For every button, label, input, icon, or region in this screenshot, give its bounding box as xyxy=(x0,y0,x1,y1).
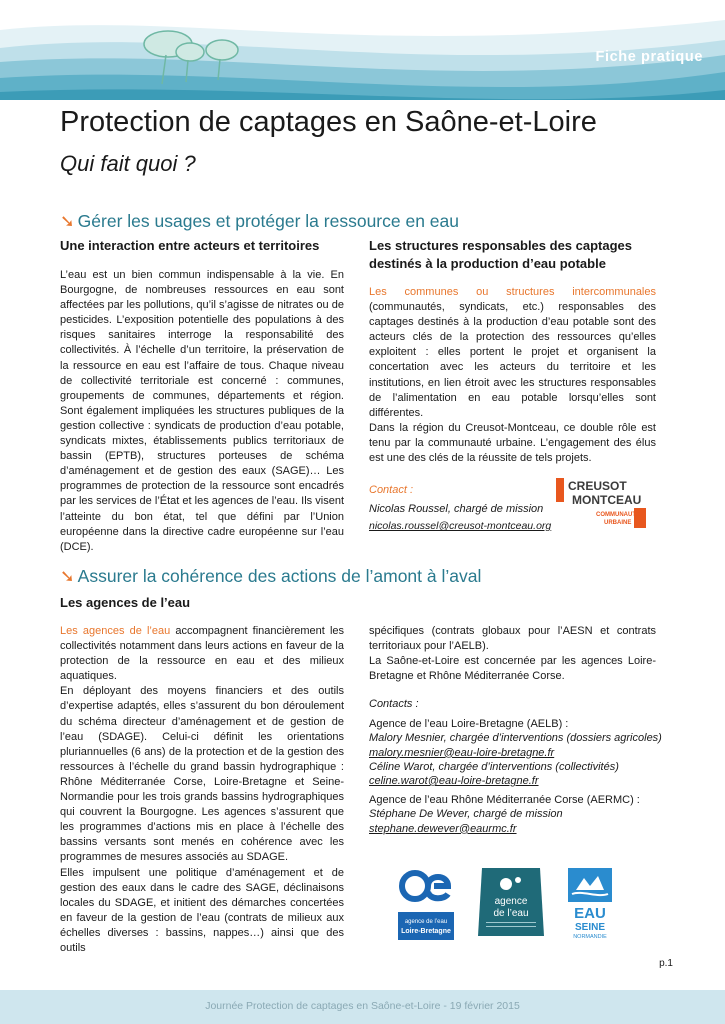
right-column-heading: Les structures responsables des captages destinés à la production d’eau potable xyxy=(369,238,633,271)
document-type-tag: Fiche pratique xyxy=(595,49,703,65)
agences-p1 xyxy=(60,624,344,684)
agences-heading: Les agences de l’eau xyxy=(60,595,191,610)
aesn-logo-line3: NORMANDIE xyxy=(573,934,607,940)
page-title: Protection de captages en Saône-et-Loire xyxy=(60,106,597,138)
section-title-text: Assurer la cohérence des actions de l’amont à l’aval xyxy=(77,566,482,586)
agences-r2: La Saône-et-Loire est concernée par les agences Loire-Bretagne et Rhône Méditerranée Corse. xyxy=(369,655,656,683)
aelb-contact1-name: Malory Mesnier, chargée d’interventions (dossiers agricoles) xyxy=(369,732,662,745)
page-subtitle: Qui fait quoi ? xyxy=(60,151,196,176)
aermc-contact1-name: Stéphane De Wever, chargé de mission xyxy=(369,808,563,821)
communes-highlight: Les communes ou structures intercommunales xyxy=(369,286,656,298)
logo-line4: URBAINE xyxy=(604,520,632,526)
logo-line2: MONTCEAU xyxy=(572,493,642,507)
aermc-contact1-email[interactable]: stephane.dewever@eaurmc.fr xyxy=(369,822,517,835)
aelb-logo-line2: Loire-Bretagne xyxy=(401,928,451,935)
contact-label: Contact : xyxy=(369,484,414,496)
aermc-logo-line1: agence xyxy=(494,896,528,907)
right-column-body xyxy=(369,285,656,466)
section-title-usages xyxy=(60,211,459,232)
left-body-text: L’eau est un bien commun indispensable à la vie. En Bourgogne, de nombreuses ressources en eau sont affectées par les pollutions, qu’il s’agisse de nitrates ou de pesticides. L’exposition potentielle des populations à des risques sanitaires interroge la responsabilité des collectivités. À l’échelle d’un territoire, la préservation de la ressource en eau est l’affaire de tous. Chaque niveau de collectivité territoriale est concerné : communes, groupements de communes, départements et région. Sont également impliquées les structures publiques de la gestion collective : syndicats de production d’eau potable, syndicats mixtes, établissements publics territoriaux de bassin (EPTB), structures porteuses de schéma d’aménagement et de gestion des eaux (SAGE)… Les programmes de protection de la ressource sont encadrés par les services de l’État et les agences de l’eau. Ils visent l’atteinte du bon état, tel que défini par l’Union européenne dans la directive cadre européenne sur l’eau (DCE). xyxy=(60,269,344,553)
aelb-logo xyxy=(398,866,454,940)
aermc-logo-line2: de l’eau xyxy=(493,908,529,919)
agences-r1: spécifiques (contrats globaux pour l’AESN et contrats territoriaux pour l’AELB). xyxy=(369,625,656,653)
logo-line1: CREUSOT xyxy=(568,479,627,493)
creusot-montceau-logo xyxy=(556,474,652,530)
agences-p2: En déployant des moyens financiers et des outils d’expertise adaptés, elles s’assurent du bon déroulement du schéma directeur d’aménagement et de gestion de l’eau (SDAGE). Celui-ci définit les orientations pluriannuelles (6 ans) de la protection et de la gestion des ressources à l’échelle du grand bassin hydrographique : Rhône Méditerranée Corse, Loire-Bretagne et Seine-Normandie pour les trois grands bassins hydrographiques qui couvrent la Bourgogne. Les agences s’assurent que les programmes d’actions mis en place à l’échelle des bassins versants sont menés en cohérence avec les programmes de mesures associés au SDAGE. xyxy=(60,685,344,864)
aesn-logo xyxy=(568,868,612,940)
aelb-contact2-name: Céline Warot, chargée d’interventions (collectivités) xyxy=(369,760,619,773)
agences-p1-rest: accompagnent financièrement les collectivités notamment dans leurs actions en faveur de la protection de la ressource en eau et des milieux aquatiques. xyxy=(60,625,345,683)
aelb-contact1-email[interactable]: malory.mesnier@eau-loire-bretagne.fr xyxy=(369,746,555,759)
right-body-rest: (communautés, syndicats, etc.) responsables des captages destinés à la production d’eau potable sont des acteurs clés de la protection des ressources qu’elles exploitent : elles portent le projet et organisent la concertation avec les acteurs du territoire et les institutions, en lien étroit avec les structures responsables de l’alimentation en eau potable lorsqu’elles sont différentes. xyxy=(369,301,656,419)
left-column-heading: Une interaction entre acteurs et territoires xyxy=(60,238,320,253)
footer-text: Journée Protection de captages en Saône-et-Loire - 19 février 2015 xyxy=(205,1000,520,1012)
arrow-icon: ➘ xyxy=(60,211,75,231)
aelb-org: Agence de l’eau Loire-Bretagne (AELB) : xyxy=(369,718,569,731)
right-body-text-2: Dans la région du Creusot-Montceau, ce double rôle est tenu par la communauté urbaine. L’engagement des élus est une des clés de la réussite de tels projets. xyxy=(369,421,656,465)
cucm-contact-block xyxy=(369,482,569,535)
agences-right-body xyxy=(369,624,656,684)
section-title-text: Gérer les usages et protéger la ressource en eau xyxy=(77,211,459,231)
logo-line3: COMMUNAUTÉ xyxy=(596,512,640,518)
aermc-org: Agence de l’eau Rhône Méditerranée Corse (AERMC) : xyxy=(369,794,640,807)
agences-contacts xyxy=(369,697,669,836)
contact-email[interactable]: nicolas.roussel@creusot-montceau.org xyxy=(369,520,552,532)
contacts-label: Contacts : xyxy=(369,698,419,710)
agences-p3: Elles impulsent une politique d’aménagement et de gestion des eaux dans le cadre des SAGE, déclinaisons locales du SDAGE, et initient des démarches concertées en faveur de la gestion de l’eau (contrats de milieux aux échelles diverses : bassins, nappes…) ainsi que des outils xyxy=(60,866,344,954)
aermc-logo xyxy=(476,866,546,938)
aelb-contact2-email[interactable]: celine.warot@eau-loire-bretagne.fr xyxy=(369,775,539,788)
left-column-body xyxy=(60,268,344,555)
arrow-icon: ➘ xyxy=(60,566,75,586)
contact-name: Nicolas Roussel, chargé de mission xyxy=(369,503,544,515)
aesn-logo-line1: EAU xyxy=(574,905,606,922)
agences-highlight: Les agences de l’eau xyxy=(60,625,171,637)
right-body-text xyxy=(369,285,656,421)
agences-left-body xyxy=(60,624,344,956)
aelb-logo-line1: agence de l’eau xyxy=(404,919,448,925)
aesn-logo-line2: SEINE xyxy=(574,922,606,933)
section-title-coherence xyxy=(60,566,481,587)
page-number: p.1 xyxy=(659,958,673,969)
